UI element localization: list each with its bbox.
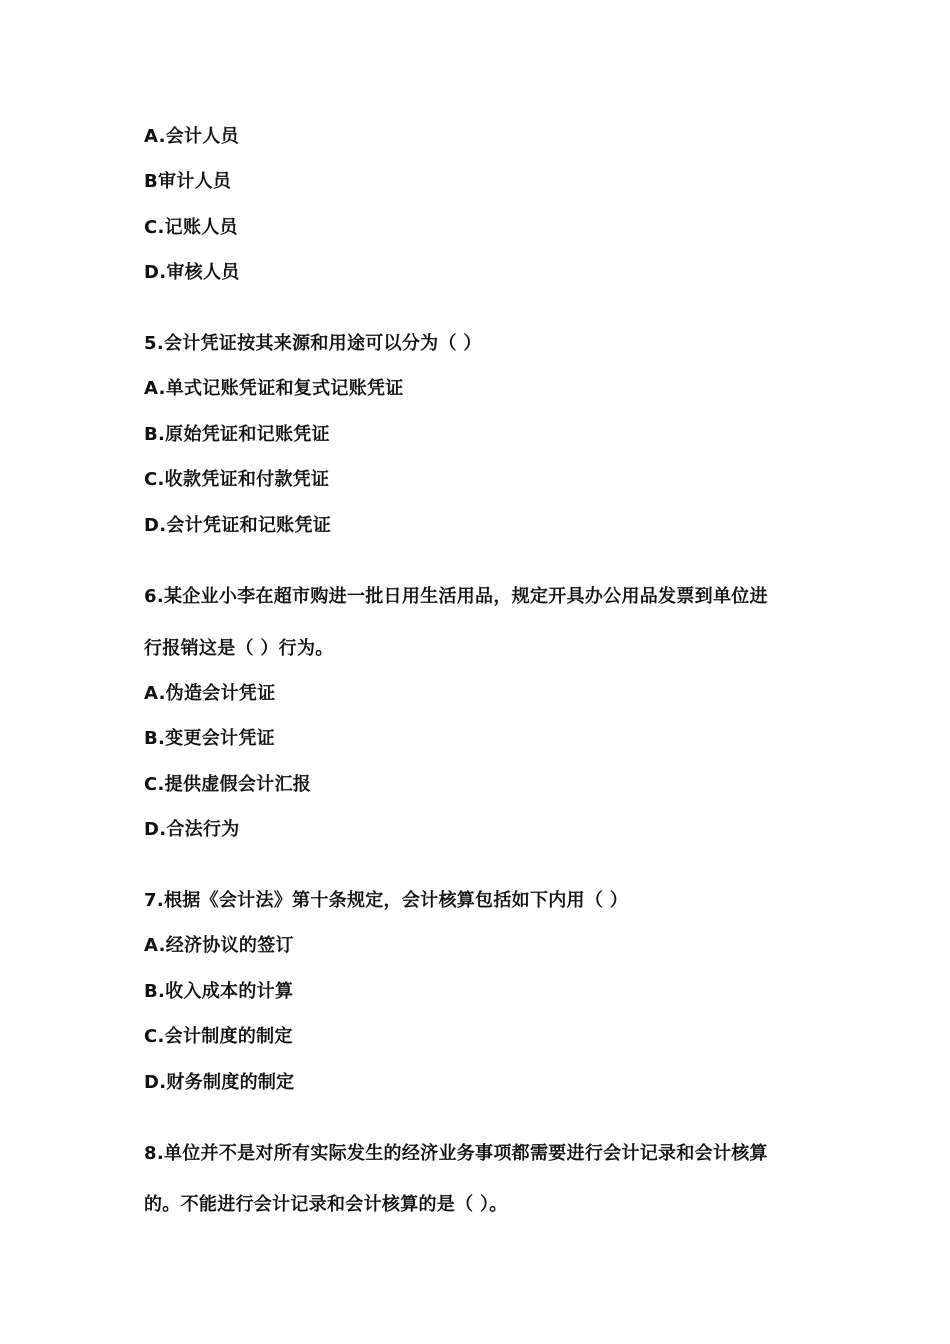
- q7-option-a: A.经济协议的签订: [144, 935, 294, 956]
- q5-stem: 5.会计凭证按其来源和用途可以分为（ ）: [144, 333, 482, 354]
- q5-option-a: A.单式记账凭证和复式记账凭证: [144, 378, 404, 399]
- q4-option-c: C.记账人员: [144, 217, 238, 238]
- q5-option-d: D.会计凭证和记账凭证: [144, 515, 332, 536]
- q6-option-d: D.合法行为: [144, 819, 240, 840]
- q7-stem: 7.根据《会计法》第十条规定，会计核算包括如下内用（ ）: [144, 890, 629, 911]
- q7-option-d: D.财务制度的制定: [144, 1072, 295, 1093]
- q6-option-a: A.伪造会计凭证: [144, 683, 276, 704]
- q6-option-b: B.变更会计凭证: [144, 728, 275, 749]
- q6-option-c: C.提供虚假会计汇报: [144, 774, 312, 795]
- q6-stem-line2: 行报销这是（ ）行为。: [144, 638, 334, 659]
- q7-option-c: C.会计制度的制定: [144, 1026, 293, 1047]
- q7-option-b: B.收入成本的计算: [144, 981, 294, 1002]
- q4-option-a: A.会计人员: [144, 126, 239, 147]
- q6-stem-line1: 6.某企业小李在超市购进一批日用生活用品，规定开具办公用品发票到单位进: [144, 586, 768, 607]
- q4-option-d: D.审核人员: [144, 262, 240, 283]
- q4-option-b: B审计人员: [144, 171, 232, 192]
- q5-option-b: B.原始凭证和记账凭证: [144, 424, 330, 445]
- q8-stem-line1: 8.单位并不是对所有实际发生的经济业务事项都需要进行会计记录和会计核算: [144, 1143, 768, 1164]
- q8-stem-line2: 的。不能进行会计记录和会计核算的是（ ）。: [144, 1194, 508, 1215]
- q5-option-c: C.收款凭证和付款凭证: [144, 469, 330, 490]
